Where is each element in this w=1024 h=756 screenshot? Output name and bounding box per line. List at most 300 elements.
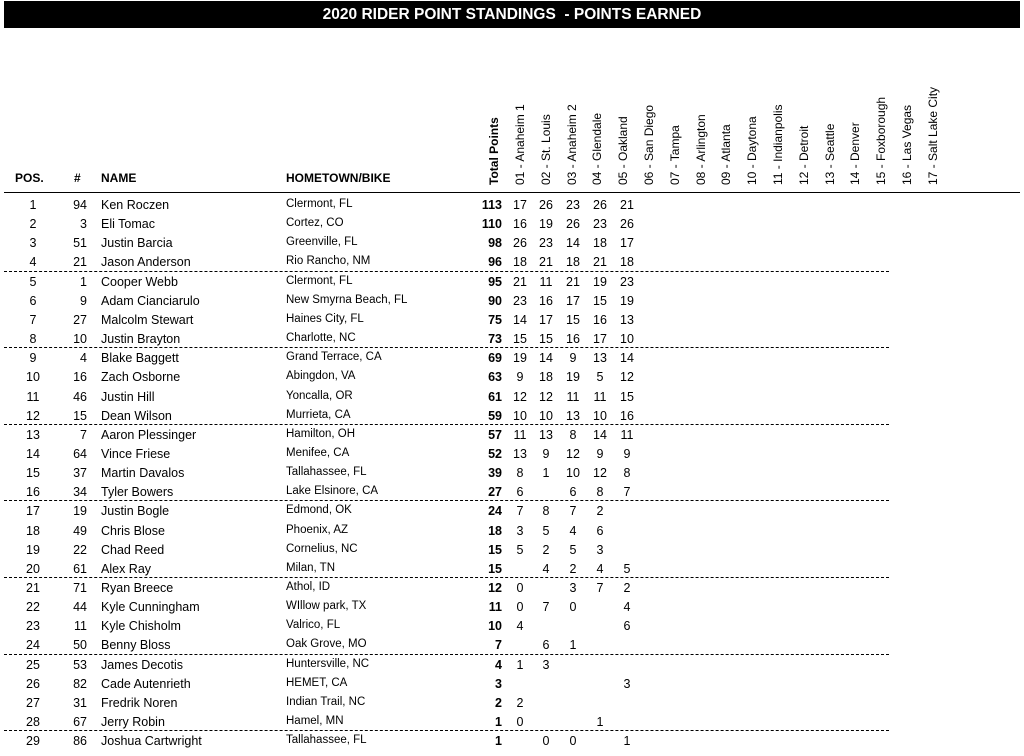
round-4-points-cell: 15 xyxy=(593,293,607,308)
round-3-points-cell: 7 xyxy=(569,504,577,519)
number-cell: 82 xyxy=(73,676,87,691)
round-4-points-cell: 11 xyxy=(593,389,607,404)
position-cell: 6 xyxy=(29,293,37,308)
number-cell: 44 xyxy=(73,600,87,615)
rider-name-cell: Chad Reed xyxy=(101,542,165,557)
table-row xyxy=(0,291,1024,310)
round-2-points-cell: 11 xyxy=(539,274,553,289)
total-points-cell: 11 xyxy=(488,600,502,615)
hometown-cell: Edmond, OK xyxy=(286,504,352,517)
round-5-points-cell: 23 xyxy=(620,274,634,289)
round-5-points-cell: 18 xyxy=(620,255,634,270)
hometown-cell: Yoncalla, OR xyxy=(286,389,353,402)
rider-name-cell: Malcolm Stewart xyxy=(101,312,194,327)
position-cell: 24 xyxy=(26,638,40,653)
hometown-cell: Tallahassee, FL xyxy=(286,466,367,479)
round-3-points-cell: 10 xyxy=(566,466,580,481)
round-5-points-cell: 19 xyxy=(620,293,634,308)
total-points-cell: 1 xyxy=(495,715,502,730)
position-cell: 8 xyxy=(29,332,37,347)
round-4-points-cell: 10 xyxy=(593,408,607,423)
number-cell: 86 xyxy=(73,734,87,749)
round-3-points-cell: 13 xyxy=(566,408,580,423)
total-points-cell: 69 xyxy=(488,351,502,366)
total-points-cell: 24 xyxy=(488,504,502,519)
round-4-points-cell: 4 xyxy=(596,561,604,576)
position-cell: 10 xyxy=(26,370,40,385)
round-2-points-cell: 5 xyxy=(542,523,550,538)
table-row xyxy=(0,406,1024,425)
round-5-points-cell: 13 xyxy=(620,312,634,327)
round-5-points-cell: 3 xyxy=(623,676,631,691)
rider-name-cell: Alex Ray xyxy=(101,561,152,576)
round-1-points-cell: 14 xyxy=(513,312,527,327)
number-cell: 71 xyxy=(73,581,87,595)
round-5-points-cell: 11 xyxy=(620,427,634,442)
position-cell: 7 xyxy=(29,312,37,327)
total-points-cell: 10 xyxy=(488,619,502,634)
round-4-points-cell: 3 xyxy=(596,542,604,557)
round-4-points-cell: 9 xyxy=(596,446,604,461)
rider-name-cell: Kyle Cunningham xyxy=(101,600,200,615)
header-number: # xyxy=(74,171,81,185)
round-2-points-cell: 1 xyxy=(542,466,550,481)
number-cell: 15 xyxy=(73,408,87,423)
header-round-5: 05 - Oakland xyxy=(616,116,631,185)
total-points-cell: 57 xyxy=(488,427,502,442)
header-round-17: 17 - Salt Lake City xyxy=(925,86,940,185)
round-1-points-cell: 13 xyxy=(513,446,527,461)
round-4-points-cell: 18 xyxy=(593,236,607,251)
table-row xyxy=(0,252,1024,271)
position-cell: 12 xyxy=(26,408,40,423)
rider-name-cell: Tyler Bowers xyxy=(101,485,174,500)
table-row xyxy=(0,540,1024,559)
hometown-cell: Cornelius, NC xyxy=(286,542,358,555)
round-2-points-cell: 26 xyxy=(539,198,553,212)
position-cell: 20 xyxy=(26,561,40,576)
total-points-cell: 95 xyxy=(488,274,502,289)
round-1-points-cell: 3 xyxy=(516,523,524,538)
rider-name-cell: Joshua Cartwright xyxy=(101,734,202,749)
round-4-points-cell: 8 xyxy=(596,485,604,500)
round-1-points-cell: 17 xyxy=(513,198,527,212)
round-3-points-cell: 4 xyxy=(569,523,577,538)
rider-name-cell: Kyle Chisholm xyxy=(101,619,181,634)
hometown-cell: Grand Terrace, CA xyxy=(286,351,382,364)
round-1-points-cell: 11 xyxy=(513,427,527,442)
number-cell: 64 xyxy=(73,446,87,461)
round-4-points-cell: 12 xyxy=(593,466,607,481)
rider-name-cell: Justin Brayton xyxy=(101,332,181,347)
rider-name-cell: Justin Bogle xyxy=(101,504,170,519)
position-cell: 16 xyxy=(26,485,40,500)
hometown-cell: HEMET, CA xyxy=(286,676,348,689)
number-cell: 50 xyxy=(73,638,87,653)
total-points-cell: 4 xyxy=(495,657,502,672)
round-4-points-cell: 16 xyxy=(593,312,607,327)
round-3-points-cell: 12 xyxy=(566,446,580,461)
header-round-14: 14 - Denver xyxy=(848,122,863,185)
table-row xyxy=(0,731,1024,750)
position-cell: 23 xyxy=(26,619,40,634)
header-round-10: 10 - Daytona xyxy=(745,116,760,185)
rider-name-cell: Justin Hill xyxy=(101,389,155,404)
round-5-points-cell: 8 xyxy=(623,466,631,481)
total-points-cell: 61 xyxy=(488,389,502,404)
round-1-points-cell: 21 xyxy=(513,274,527,289)
round-1-points-cell: 5 xyxy=(516,542,524,557)
table-row xyxy=(0,463,1024,482)
round-5-points-cell: 10 xyxy=(620,332,634,347)
number-cell: 37 xyxy=(73,466,87,481)
total-points-cell: 3 xyxy=(495,676,502,691)
header-round-9: 09 - Atlanta xyxy=(719,124,734,185)
round-2-points-cell: 8 xyxy=(542,504,550,519)
round-1-points-cell: 0 xyxy=(516,600,524,615)
round-4-points-cell: 1 xyxy=(596,715,604,730)
rider-name-cell: Zach Osborne xyxy=(101,370,181,385)
header-round-2: 02 - St. Louis xyxy=(538,114,553,185)
header-round-4: 04 - Glendale xyxy=(590,112,605,185)
number-cell: 10 xyxy=(73,332,87,347)
number-cell: 9 xyxy=(80,293,87,308)
round-2-points-cell: 0 xyxy=(542,734,550,749)
round-3-points-cell: 0 xyxy=(569,600,577,615)
round-1-points-cell: 0 xyxy=(516,581,524,595)
rider-name-cell: Ryan Breece xyxy=(101,581,174,595)
round-4-points-cell: 13 xyxy=(593,351,607,366)
hometown-cell: Indian Trail, NC xyxy=(286,695,366,708)
round-3-points-cell: 21 xyxy=(566,274,580,289)
round-4-points-cell: 2 xyxy=(596,504,604,519)
table-row xyxy=(0,501,1024,520)
header-round-15: 15 - Foxborough xyxy=(874,96,889,185)
round-2-points-cell: 21 xyxy=(539,255,553,270)
hometown-cell: Greenville, FL xyxy=(286,236,358,249)
total-points-cell: 73 xyxy=(488,332,502,347)
rider-name-cell: Aaron Plessinger xyxy=(101,427,197,442)
number-cell: 51 xyxy=(73,236,87,251)
round-2-points-cell: 7 xyxy=(542,600,550,615)
round-2-points-cell: 2 xyxy=(542,542,550,557)
round-3-points-cell: 16 xyxy=(566,332,580,347)
rider-name-cell: Fredrik Noren xyxy=(101,695,178,710)
round-3-points-cell: 6 xyxy=(569,485,577,500)
round-1-points-cell: 15 xyxy=(513,332,527,347)
round-4-points-cell: 6 xyxy=(596,523,604,538)
table-row xyxy=(0,559,1024,578)
hometown-cell: Cortez, CO xyxy=(286,217,344,230)
hometown-cell: Rio Rancho, NM xyxy=(286,255,371,268)
round-5-points-cell: 6 xyxy=(623,619,631,634)
table-row xyxy=(0,272,1024,291)
round-1-points-cell: 8 xyxy=(516,466,524,481)
hometown-cell: Clermont, FL xyxy=(286,198,353,210)
rider-name-cell: Cade Autenrieth xyxy=(101,676,191,691)
table-row xyxy=(0,233,1024,252)
header-round-8: 08 - Arlington xyxy=(693,114,708,185)
round-5-points-cell: 9 xyxy=(623,446,631,461)
total-points-cell: 12 xyxy=(488,581,502,595)
round-2-points-cell: 3 xyxy=(542,657,550,672)
round-3-points-cell: 0 xyxy=(569,734,577,749)
table-row xyxy=(0,387,1024,406)
round-1-points-cell: 18 xyxy=(513,255,527,270)
position-cell: 15 xyxy=(26,466,40,481)
round-3-points-cell: 19 xyxy=(566,370,580,385)
round-4-points-cell: 7 xyxy=(596,581,604,595)
position-cell: 18 xyxy=(26,523,40,538)
total-points-cell: 15 xyxy=(488,542,502,557)
position-cell: 11 xyxy=(26,389,40,404)
rider-name-cell: Vince Friese xyxy=(101,446,171,461)
rider-name-cell: Jason Anderson xyxy=(101,255,191,270)
rider-name-cell: Chris Blose xyxy=(101,523,165,538)
round-3-points-cell: 1 xyxy=(569,638,577,653)
round-3-points-cell: 8 xyxy=(569,427,577,442)
total-points-cell: 113 xyxy=(481,198,502,212)
number-cell: 11 xyxy=(74,619,87,634)
number-cell: 49 xyxy=(73,523,87,538)
round-1-points-cell: 2 xyxy=(516,695,524,710)
number-cell: 67 xyxy=(73,715,87,730)
number-cell: 34 xyxy=(73,485,87,500)
round-5-points-cell: 2 xyxy=(623,581,631,595)
round-3-points-cell: 18 xyxy=(566,255,580,270)
round-3-points-cell: 2 xyxy=(569,561,577,576)
number-cell: 7 xyxy=(80,427,87,442)
rider-name-cell: Benny Bloss xyxy=(101,638,171,653)
rider-name-cell: Martin Davalos xyxy=(101,466,185,481)
number-cell: 19 xyxy=(73,504,87,519)
table-row xyxy=(0,348,1024,367)
number-cell: 21 xyxy=(73,255,87,270)
hometown-cell: Tallahassee, FL xyxy=(286,734,367,747)
position-cell: 1 xyxy=(29,198,37,212)
hometown-cell: Clermont, FL xyxy=(286,274,353,287)
table-row xyxy=(0,712,1024,731)
total-points-cell: 7 xyxy=(495,638,502,653)
round-2-points-cell: 15 xyxy=(539,332,553,347)
round-1-points-cell: 1 xyxy=(516,657,524,672)
total-points-cell: 75 xyxy=(488,312,502,327)
round-2-points-cell: 10 xyxy=(539,408,553,423)
round-1-points-cell: 12 xyxy=(513,389,527,404)
table-row xyxy=(0,674,1024,693)
rider-name-cell: James Decotis xyxy=(101,657,183,672)
round-4-points-cell: 14 xyxy=(593,427,607,442)
round-1-points-cell: 0 xyxy=(516,715,524,730)
total-points-cell: 98 xyxy=(488,236,502,251)
round-4-points-cell: 19 xyxy=(593,274,607,289)
header-round-3: 03 - Anaheim 2 xyxy=(564,104,579,185)
position-cell: 25 xyxy=(26,657,40,672)
round-5-points-cell: 17 xyxy=(620,236,634,251)
header-round-11: 11 - Indianpolis xyxy=(771,104,785,185)
table-row xyxy=(0,693,1024,712)
header-round-7: 07 - Tampa xyxy=(667,125,682,185)
round-5-points-cell: 15 xyxy=(620,389,634,404)
total-points-cell: 18 xyxy=(488,523,502,538)
round-2-points-cell: 9 xyxy=(542,446,550,461)
hometown-cell: Huntersville, NC xyxy=(286,657,370,670)
round-2-points-cell: 12 xyxy=(539,389,553,404)
table-row xyxy=(0,578,1024,597)
position-cell: 26 xyxy=(26,676,40,691)
rider-name-cell: Ken Roczen xyxy=(101,198,170,212)
round-3-points-cell: 23 xyxy=(566,198,580,212)
round-2-points-cell: 6 xyxy=(542,638,550,653)
round-4-points-cell: 23 xyxy=(593,217,607,232)
hometown-cell: Hamel, MN xyxy=(286,715,344,728)
position-cell: 17 xyxy=(26,504,40,519)
round-5-points-cell: 7 xyxy=(623,485,631,500)
table-row xyxy=(0,425,1024,444)
header-total-points: Total Points xyxy=(487,117,501,185)
round-2-points-cell: 4 xyxy=(542,561,550,576)
round-2-points-cell: 19 xyxy=(539,217,553,232)
position-cell: 5 xyxy=(29,274,37,289)
hometown-cell: Athol, ID xyxy=(286,581,331,593)
round-1-points-cell: 4 xyxy=(516,619,524,634)
header-round-16: 16 - Las Vegas xyxy=(900,104,914,185)
position-cell: 3 xyxy=(29,236,37,251)
round-3-points-cell: 26 xyxy=(566,217,580,232)
round-2-points-cell: 23 xyxy=(539,236,553,251)
total-points-cell: 1 xyxy=(495,734,502,749)
round-2-points-cell: 13 xyxy=(539,427,553,442)
header-name: NAME xyxy=(101,171,137,185)
hometown-cell: Menifee, CA xyxy=(286,446,350,459)
rider-name-cell: Jerry Robin xyxy=(101,715,165,730)
table-row xyxy=(0,195,1024,214)
table-row xyxy=(0,521,1024,540)
round-5-points-cell: 1 xyxy=(623,734,631,749)
round-5-points-cell: 4 xyxy=(623,600,631,615)
rider-name-cell: Cooper Webb xyxy=(101,274,178,289)
number-cell: 4 xyxy=(80,351,87,366)
round-1-points-cell: 26 xyxy=(513,236,527,251)
hometown-cell: Lake Elsinore, CA xyxy=(286,485,379,498)
table-row xyxy=(0,616,1024,635)
total-points-cell: 27 xyxy=(488,485,502,500)
table-row xyxy=(0,214,1024,233)
round-5-points-cell: 16 xyxy=(620,408,634,423)
position-cell: 13 xyxy=(26,427,40,442)
header-hometown: HOMETOWN/BIKE xyxy=(286,171,391,185)
total-points-cell: 63 xyxy=(488,370,502,385)
position-cell: 29 xyxy=(26,734,40,749)
round-1-points-cell: 6 xyxy=(516,485,524,500)
position-cell: 21 xyxy=(26,581,40,595)
round-4-points-cell: 5 xyxy=(596,370,604,385)
header-pos: POS. xyxy=(15,171,44,185)
number-cell: 31 xyxy=(73,695,87,710)
round-3-points-cell: 11 xyxy=(566,389,580,404)
hometown-cell: Phoenix, AZ xyxy=(286,523,349,536)
header-round-1: 01 - Anaheim 1 xyxy=(513,104,527,185)
position-cell: 27 xyxy=(26,695,40,710)
hometown-cell: Oak Grove, MO xyxy=(286,638,367,651)
round-1-points-cell: 23 xyxy=(513,293,527,308)
position-cell: 4 xyxy=(29,255,37,270)
round-4-points-cell: 21 xyxy=(593,255,607,270)
round-3-points-cell: 15 xyxy=(566,312,580,327)
page-title: 2020 RIDER POINT STANDINGS - POINTS EARNED xyxy=(4,1,1020,28)
position-cell: 2 xyxy=(29,217,37,232)
hometown-cell: Charlotte, NC xyxy=(286,332,356,345)
number-cell: 53 xyxy=(73,657,87,672)
position-cell: 14 xyxy=(26,446,40,461)
round-3-points-cell: 17 xyxy=(566,293,580,308)
table-row xyxy=(0,655,1024,674)
total-points-cell: 15 xyxy=(488,561,502,576)
position-cell: 9 xyxy=(29,351,37,366)
hometown-cell: Milan, TN xyxy=(286,561,335,574)
round-2-points-cell: 18 xyxy=(539,370,553,385)
round-3-points-cell: 5 xyxy=(569,542,577,557)
total-points-cell: 39 xyxy=(488,466,502,481)
header-round-12: 12 - Detroit xyxy=(796,125,811,185)
hometown-cell: Valrico, FL xyxy=(286,619,341,632)
number-cell: 3 xyxy=(80,217,87,232)
number-cell: 1 xyxy=(80,274,87,289)
round-3-points-cell: 9 xyxy=(569,351,577,366)
round-2-points-cell: 14 xyxy=(539,351,553,366)
hometown-cell: Hamilton, OH xyxy=(286,427,356,440)
header-round-13: 13 - Seattle xyxy=(822,123,837,185)
round-5-points-cell: 21 xyxy=(620,198,634,212)
total-points-cell: 2 xyxy=(495,695,502,710)
total-points-cell: 59 xyxy=(488,408,502,423)
round-1-points-cell: 10 xyxy=(513,408,527,423)
position-cell: 19 xyxy=(26,542,40,557)
hometown-cell: WIllow park, TX xyxy=(286,600,367,613)
round-3-points-cell: 14 xyxy=(566,236,580,251)
total-points-cell: 96 xyxy=(488,255,502,270)
round-2-points-cell: 17 xyxy=(539,312,553,327)
table-row xyxy=(0,329,1024,348)
round-1-points-cell: 9 xyxy=(516,370,524,385)
table-row xyxy=(0,444,1024,463)
hometown-cell: Haines City, FL xyxy=(286,312,364,325)
header-rule xyxy=(4,192,1020,193)
round-1-points-cell: 19 xyxy=(513,351,527,366)
position-cell: 22 xyxy=(26,600,40,615)
number-cell: 94 xyxy=(73,198,87,212)
round-4-points-cell: 17 xyxy=(593,332,607,347)
table-row xyxy=(0,597,1024,616)
table-row xyxy=(0,635,1024,654)
round-5-points-cell: 5 xyxy=(623,561,631,576)
total-points-cell: 90 xyxy=(488,293,502,308)
rider-name-cell: Justin Barcia xyxy=(101,236,173,251)
rider-name-cell: Eli Tomac xyxy=(101,217,155,232)
round-1-points-cell: 7 xyxy=(516,504,524,519)
number-cell: 27 xyxy=(73,312,87,327)
number-cell: 22 xyxy=(73,542,87,557)
number-cell: 46 xyxy=(73,389,87,404)
hometown-cell: Murrieta, CA xyxy=(286,408,351,421)
rider-name-cell: Dean Wilson xyxy=(101,408,172,423)
total-points-cell: 110 xyxy=(481,217,502,232)
round-3-points-cell: 3 xyxy=(569,581,577,595)
hometown-cell: Abingdon, VA xyxy=(286,370,356,383)
round-5-points-cell: 12 xyxy=(620,370,634,385)
number-cell: 61 xyxy=(73,561,87,576)
table-row xyxy=(0,310,1024,329)
